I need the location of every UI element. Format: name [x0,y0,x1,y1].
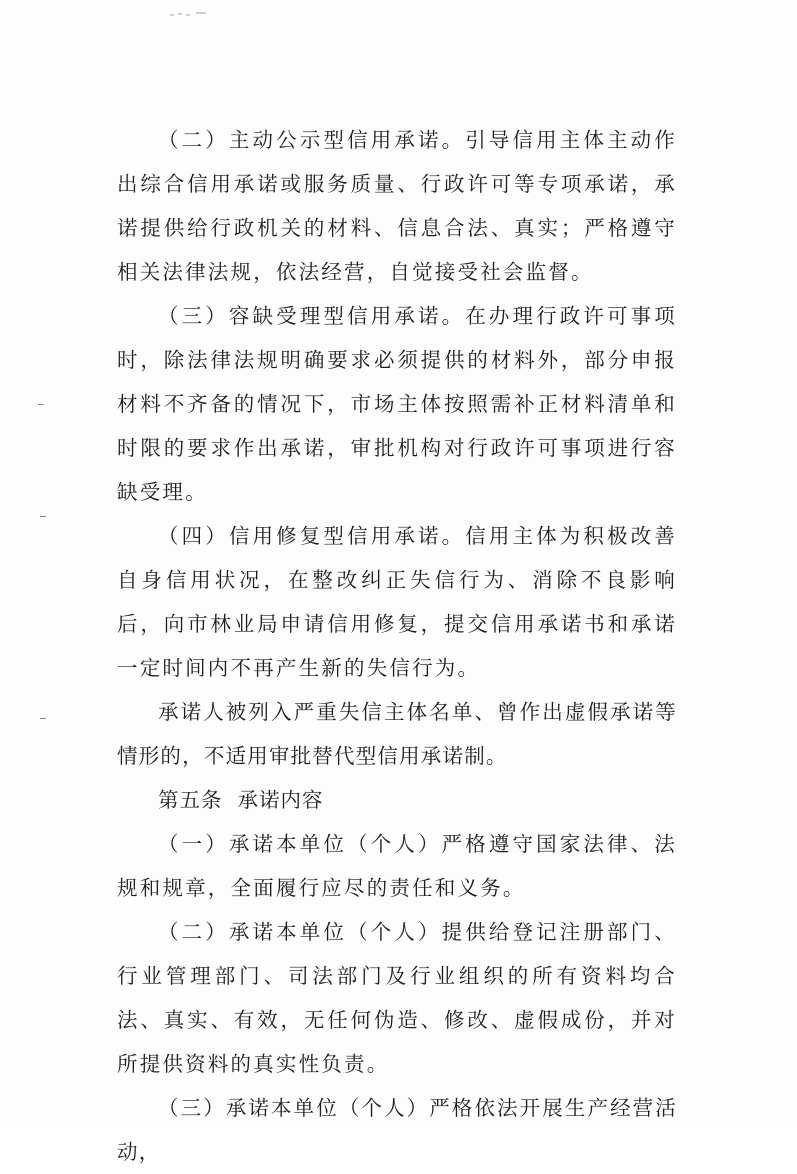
paragraph-exclusion: 承诺人被列入严重失信主体名单、曾作出虚假承诺等情形的，不适用审批替代型信用承诺制。 [117,700,677,768]
margin-tick [38,404,44,405]
scan-dot [186,14,190,16]
scan-dot [178,13,182,15]
paragraph-commitment-1: （一）承诺本单位（个人）严格遵守国家法律、法规和规章，全面履行应尽的责任和义务。 [117,832,677,900]
paragraph-proactive-disclosure: （二）主动公示型信用承诺。引导信用主体主动作出综合信用承诺或服务质量、行政许可等专项承诺，承诺提供给行政机关的材料、信息合法、真实；严格遵守相关法律法规，依法经营，自觉接受社会监督。 [117,128,677,284]
scan-dot [196,12,206,14]
margin-tick [40,516,46,517]
scan-dot [170,14,174,16]
paragraph-deficiency-acceptance: （三）容缺受理型信用承诺。在办理行政许可事项时，除法律法规明确要求必须提供的材料外，部分申报材料不齐备的情况下，市场主体按照需补正材料清单和时限的要求作出承诺，审批机构对行政许可事项进行容缺受理。 [117,304,677,504]
margin-tick [40,718,46,719]
paragraph-commitment-2: （二）承诺本单位（个人）提供给登记注册部门、行业管理部门、司法部门及行业组织的所有资料均合法、真实、有效，无任何伪造、修改、虚假成份，并对所提供资料的真实性负责。 [117,920,677,1076]
paragraph-commitment-3: （三）承诺本单位（个人）严格依法开展生产经营活动， [117,1096,677,1164]
paragraph-credit-repair: （四）信用修复型信用承诺。信用主体为积极改善自身信用状况，在整改纠正失信行为、消除不良影响后，向市林业局申请信用修复，提交信用承诺书和承诺一定时间内不再产生新的失信行为。 [117,524,677,680]
document-body [117,118,677,1174]
scan-artifact [170,8,218,22]
article-heading: 第五条 承诺内容 [158,788,324,812]
